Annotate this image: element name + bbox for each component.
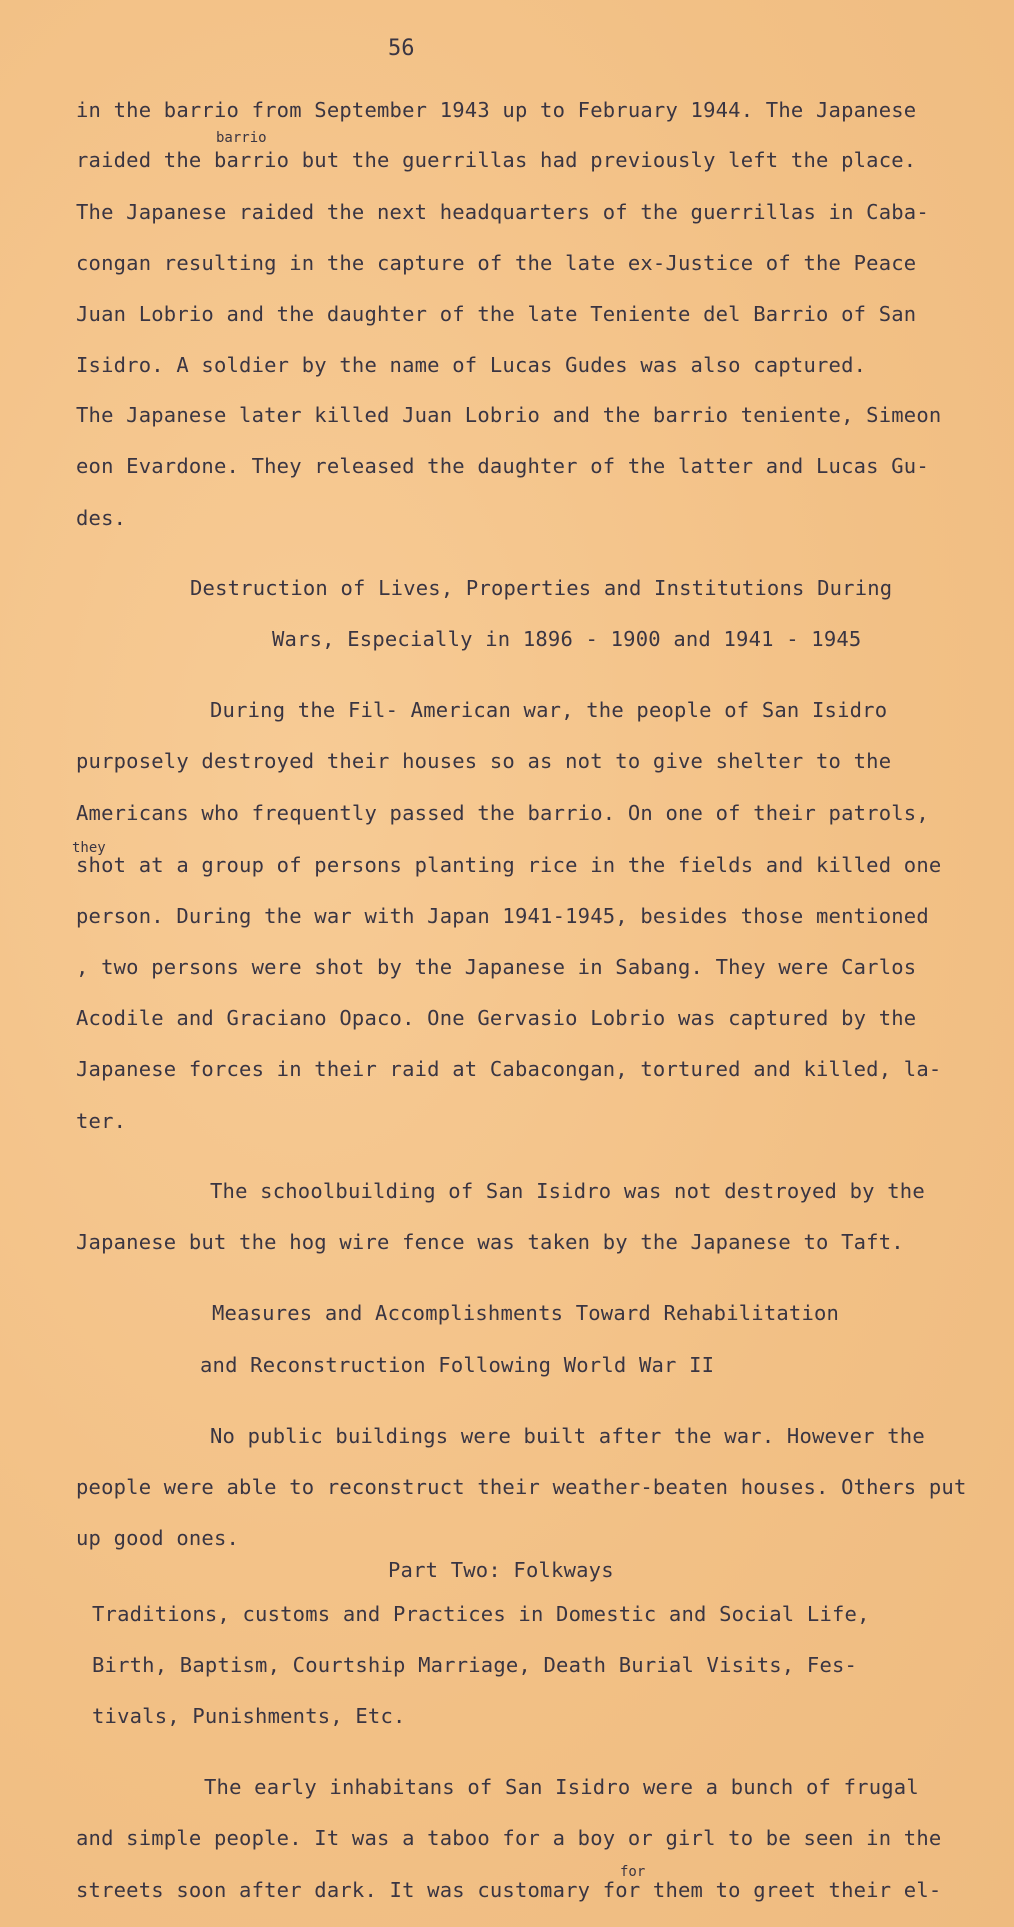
text-line: in the barrio from September 1943 up to February 1944. The Japanese (76, 98, 917, 122)
text-line: people were able to reconstruct their weather-beaten houses. Others put (76, 1475, 967, 1499)
text-line: The schoolbuilding of San Isidro was not destroyed by the (210, 1179, 925, 1203)
text-line: Japanese forces in their raid at Cabacongan, tortured and killed, la- (76, 1057, 942, 1081)
text-line: purposely destroyed their houses so as not to give shelter to the (76, 749, 892, 773)
section-heading: and Reconstruction Following World War II (200, 1353, 715, 1377)
text-line: Americans who frequently passed the barrio. On one of their patrols, (76, 801, 929, 825)
section-heading: Wars, Especially in 1896 - 1900 and 1941 - 1945 (272, 627, 862, 651)
text-line: Acodile and Graciano Opaco. One Gervasio Lobrio was captured by the (76, 1006, 917, 1030)
text-line: Japanese but the hog wire fence was taken by the Japanese to Taft. (76, 1230, 904, 1254)
text-line: The Japanese raided the next headquarters of the guerrillas in Caba- (76, 200, 929, 224)
text-line: streets soon after dark. It was customary for them to greet their el- (76, 1878, 942, 1902)
text-line: The early inhabitans of San Isidro were a bunch of frugal (204, 1775, 919, 1799)
section-heading: Measures and Accomplishments Toward Rehabilitation (212, 1301, 840, 1325)
text-line: and simple people. It was a taboo for a boy or girl to be seen in the (76, 1826, 942, 1850)
text-line: , two persons were shot by the Japanese in Sabang. They were Carlos (76, 955, 917, 979)
text-line: During the Fil- American war, the people of San Isidro (210, 698, 888, 722)
text-line: raided the barrio but the guerrillas had previously left the place. (76, 148, 917, 172)
handwritten-insert: barrio (216, 130, 267, 146)
text-line: The Japanese later killed Juan Lobrio and the barrio teniente, Simeon (76, 403, 942, 427)
section-heading: tivals, Punishments, Etc. (92, 1704, 406, 1728)
page-number: 56 (388, 36, 415, 61)
handwritten-insert: for (620, 1864, 646, 1880)
section-heading: Part Two: Folkways (388, 1558, 614, 1582)
text-line: No public buildings were built after the war. However the (210, 1424, 925, 1448)
text-line: shot at a group of persons planting rice in the fields and killed one (76, 853, 942, 877)
section-heading: Birth, Baptism, Courtship Marriage, Death Burial Visits, Fes- (92, 1653, 858, 1677)
section-heading: Traditions, customs and Practices in Domestic and Social Life, (92, 1602, 870, 1626)
text-line: eon Evardone. They released the daughter of the latter and Lucas Gu- (76, 454, 929, 478)
handwritten-insert: they (72, 840, 106, 856)
text-line: des. (76, 506, 127, 530)
text-line: person. During the war with Japan 1941-1945, besides those mentioned (76, 904, 929, 928)
text-line: congan resulting in the capture of the late ex-Justice of the Peace (76, 251, 917, 275)
text-line: ter. (76, 1109, 127, 1133)
text-line: Juan Lobrio and the daughter of the late Teniente del Barrio of San (76, 302, 917, 326)
text-line: Isidro. A soldier by the name of Lucas Gudes was also captured. (76, 353, 867, 377)
text-line: up good ones. (76, 1526, 240, 1550)
section-heading: Destruction of Lives, Properties and Institutions During (190, 576, 893, 600)
